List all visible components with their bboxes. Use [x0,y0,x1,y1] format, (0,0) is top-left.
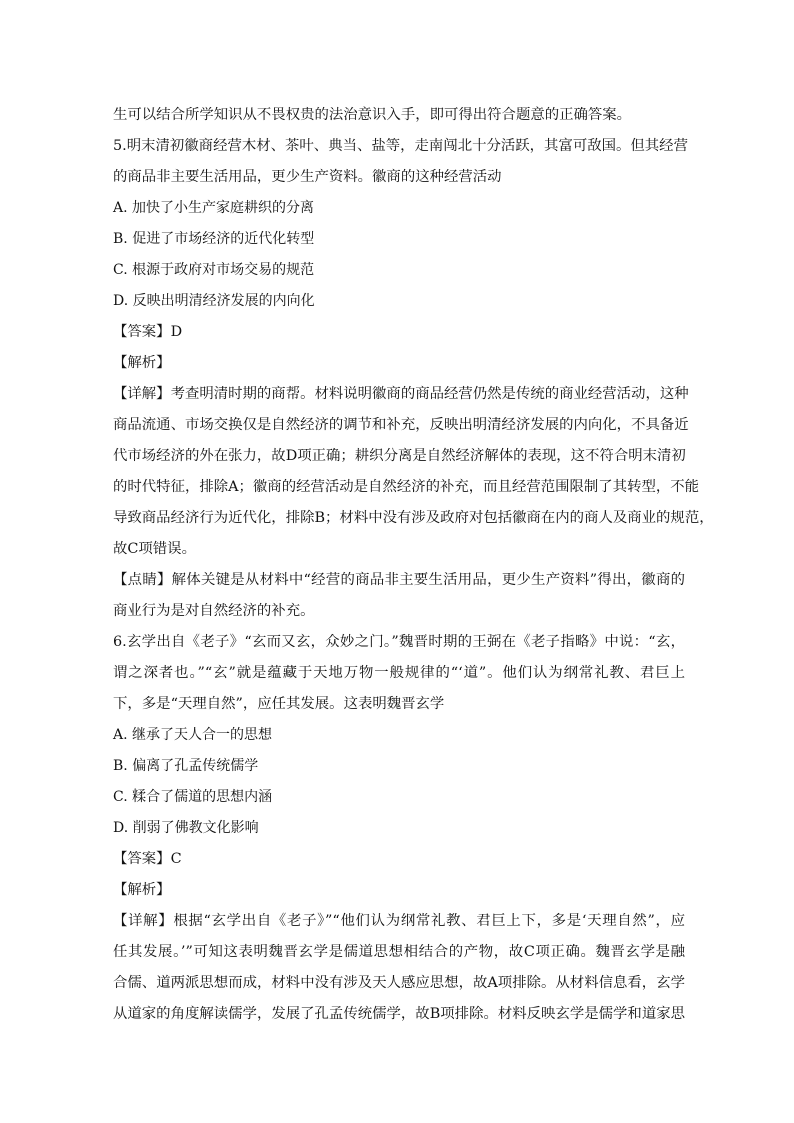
text-line: 【解析】 [113,355,171,371]
text-line: 【答案】D [113,324,183,340]
text-line: 6.玄学出自《老子》“玄而又玄，众妙之门。”魏晋时期的王弼在《老子指略》中说：“玄， [113,634,685,650]
text-line: D. 削弱了佛教文化影响 [113,820,259,836]
document-body [113,100,714,1030]
text-line: 谓之深者也。”“玄”就是蕴藏于天地万物一般规律的“‘道”。他们认为纲常礼教、君巨上 [113,665,685,681]
text-line: A. 加快了小生产家庭耕织的分离 [113,200,315,216]
text-line: C. 根源于政府对市场交易的规范 [113,262,315,278]
text-line: C. 糅合了儒道的思想内涵 [113,789,273,805]
text-line: A. 继承了天人合一的思想 [113,727,273,743]
text-line: 从道家的角度解读儒学，发展了孔孟传统儒学，故B项排除。材料反映玄学是儒学和道家思 [113,1006,685,1022]
text-line: 【点睛】解体关键是从材料中“经营的商品非主要生活用品，更少生产资料”得出，徽商的 [113,572,685,588]
text-line: 的时代特征，排除A；徽商的经营活动是自然经济的补充，而且经营范围限制了其转型，不能 [113,479,700,495]
text-line: 生可以结合所学知识从不畏权贵的法治意识入手，即可得出符合题意的正确答案。 [113,107,632,123]
text-line: 【详解】根据“玄学出自《老子》”“他们认为纲常礼教、君巨上下，多是‘天理自然”，应 [113,913,685,929]
text-line: 【详解】考查明清时期的商帮。材料说明徽商的商品经营仍然是传统的商业经营活动，这种 [113,386,689,402]
text-line: 商品流通、市场交换仅是自然经济的调节和补充，反映出明清经济发展的内向化，不具备近 [113,417,689,433]
text-line: 【答案】C [113,851,182,867]
text-line: 故C项错误。 [113,541,196,557]
text-line: 5.明末清初徽商经营木材、茶叶、典当、盐等，走南闯北十分活跃，其富可敌国。但其经营 [113,138,688,154]
text-line: 代市场经济的外在张力，故D项正确；耕织分离是自然经济解体的表现，这不符合明末清初 [113,448,686,464]
text-line: B. 偏离了孔孟传统儒学 [113,758,259,774]
text-line: 导致商品经济行为近代化，排除B；材料中没有涉及政府对包括徽商在内的商人及商业的规范， [113,510,714,526]
text-line: 任其发展。’”可知这表明魏晋玄学是儒道思想相结合的产物，故C项正确。魏晋玄学是融 [113,944,685,960]
text-line: B. 促进了市场经济的近代化转型 [113,231,315,247]
text-line: D. 反映出明清经济发展的内向化 [113,293,315,309]
text-line: 的商品非主要生活用品，更少生产资料。徽商的这种经营活动 [113,169,502,185]
text-line: 下，多是“天理自然”，应任其发展。这表明魏晋玄学 [113,696,445,712]
text-line: 【解析】 [113,882,171,898]
text-line: 商业行为是对自然经济的补充。 [113,603,315,619]
text-line: 合儒、道两派思想而成，材料中没有涉及天人感应思想，故A项排除。从材料信息看，玄学 [113,975,685,991]
